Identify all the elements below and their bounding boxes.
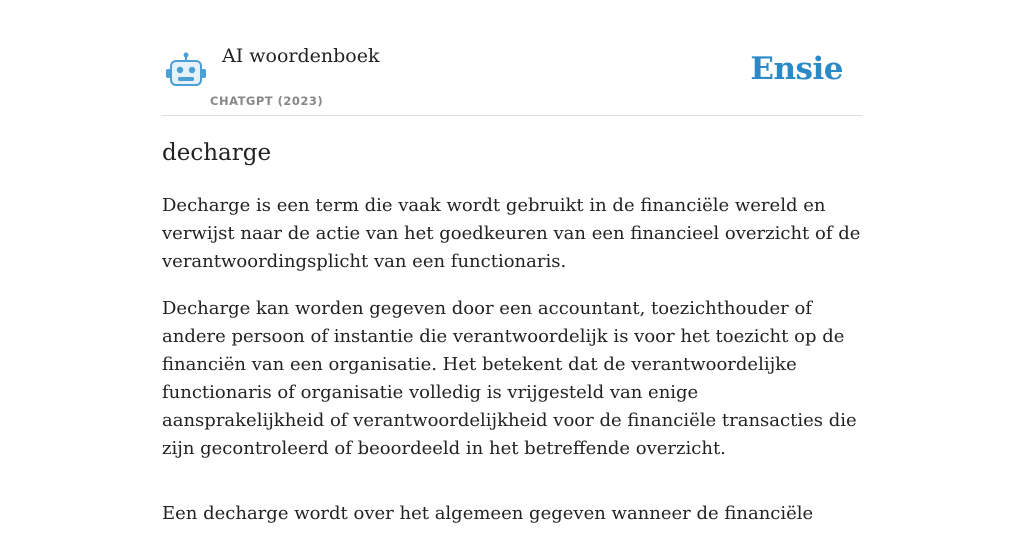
definition-paragraph: Een decharge wordt over het algemeen gegeven wanneer de financiële (162, 503, 814, 524)
term-heading: decharge (162, 140, 272, 166)
source-meta: CHATGPT (2023) (210, 94, 324, 108)
ensie-logo[interactable]: Ensie (750, 51, 843, 87)
robot-icon (165, 52, 207, 90)
entry-page (162, 0, 862, 524)
source-title[interactable]: AI woordenboek (222, 45, 380, 67)
definition-body (162, 192, 862, 547)
definition-paragraph: Decharge kan worden gegeven door een accountant, toezichthouder of andere persoon of instantie die verantwoordelijk is voor het toezicht op de financiën van een organisatie. Het betekent dat de verantwoordelijke functionaris of organisatie volledig is vrijgesteld van enige aansprakelijkheid of verantwoordelijkheid voor de financiële transacties die zijn gecontroleerd of beoordeeld in het betreffende overzicht. (162, 298, 857, 459)
source-header (162, 0, 862, 116)
definition-paragraph: Decharge is een term die vaak wordt gebruikt in de financiële wereld en verwijst naar de actie van het goedkeuren van een financieel overzicht of de verantwoordingsplicht van een functionaris. (162, 195, 861, 272)
